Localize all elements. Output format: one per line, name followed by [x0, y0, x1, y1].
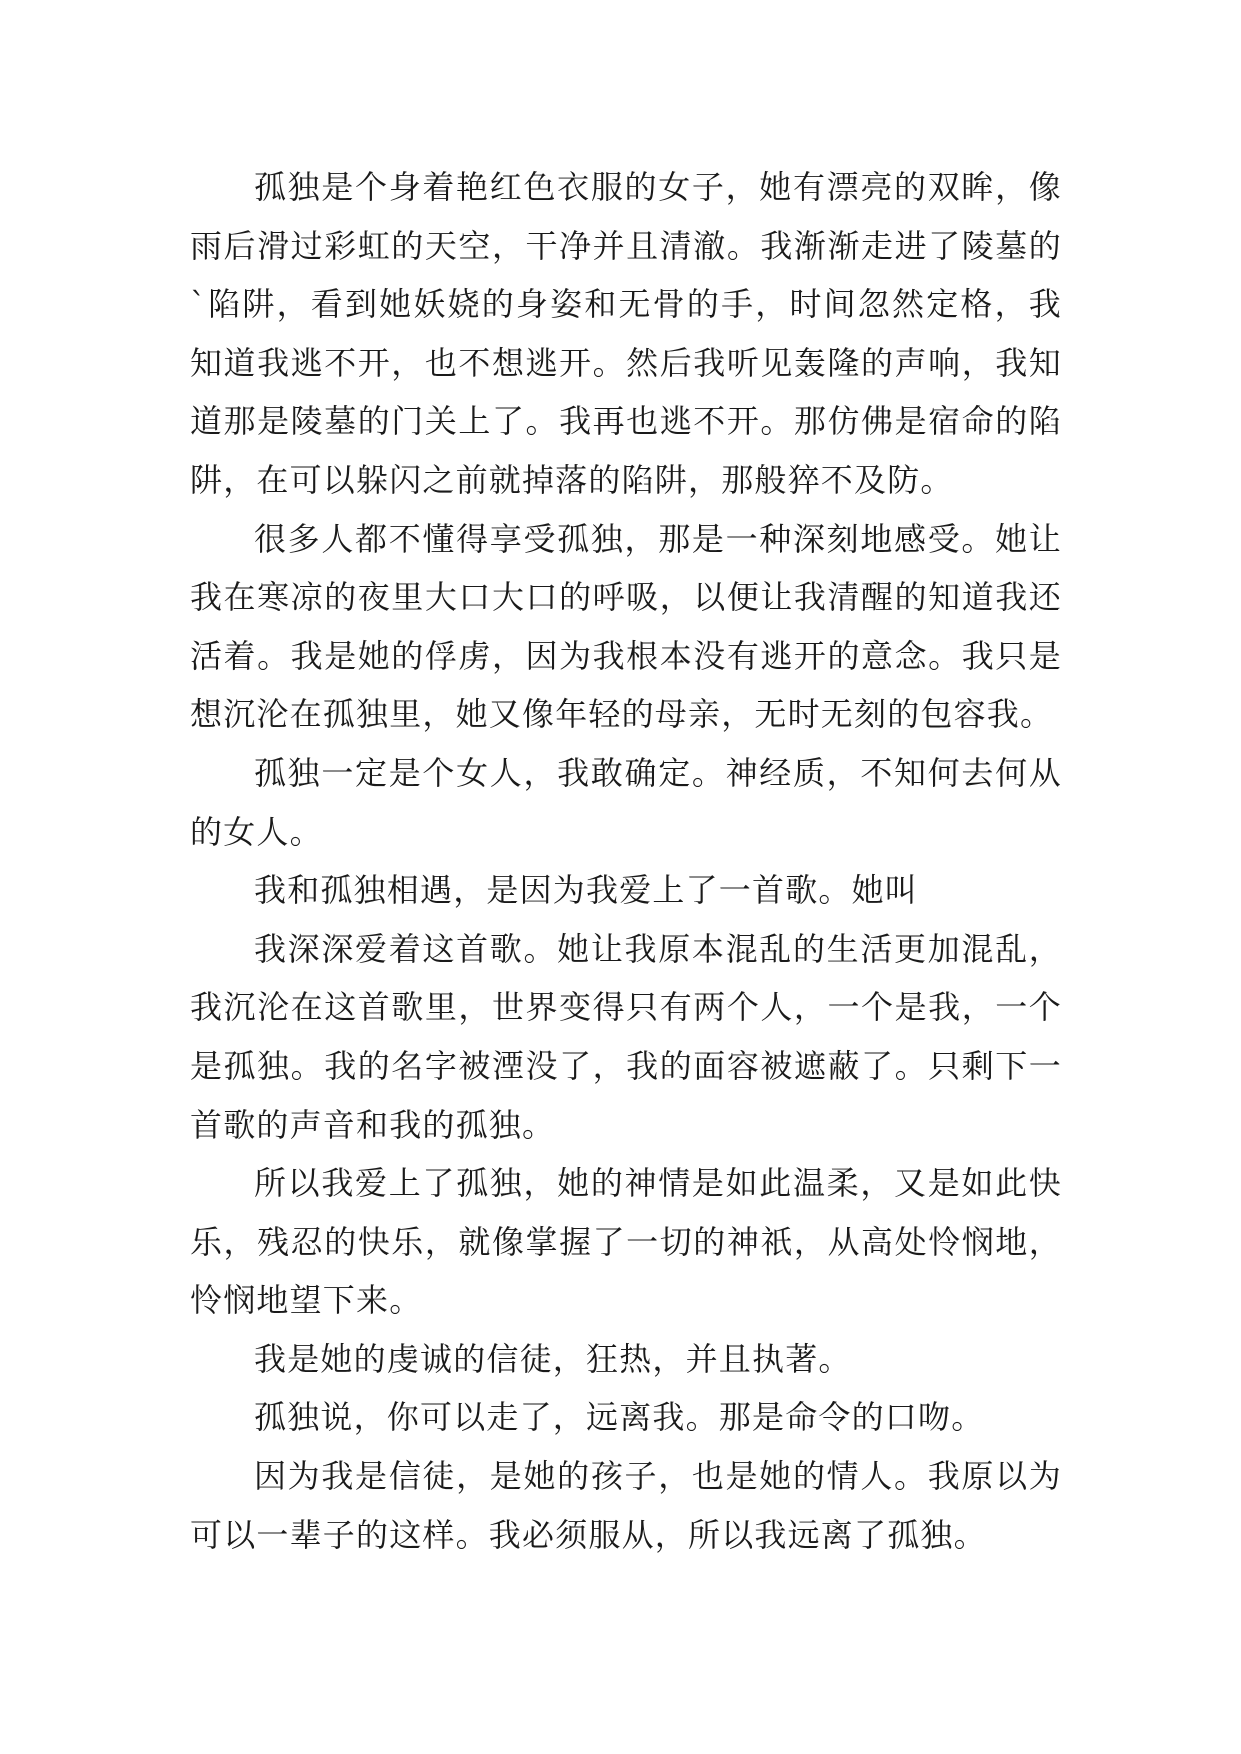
paragraph-2: 很多人都不懂得享受孤独，那是一种深刻地感受。她让我在寒凉的夜里大口大口的呼吸，以便让我清醒的知道我还活着。我是她的俘虏，因为我根本没有逃开的意念。我只是想沉沦在孤独里，她又像年轻的母亲，无时无刻的包容我。	[190, 519, 1062, 734]
paragraph-9: 因为我是信徒，是她的孩子，也是她的情人。我原以为可以一辈子的这样。我必须服从，所以我远离了孤独。	[190, 1457, 1062, 1554]
paragraph-5: 我深深爱着这首歌。她让我原本混乱的生活更加混乱，我沉沦在这首歌里，世界变得只有两个人，一个是我，一个是孤独。我的名字被湮没了，我的面容被遮蔽了。只剩下一首歌的声音和我的孤独。	[190, 929, 1062, 1144]
paragraph-6: 所以我爱上了孤独，她的神情是如此温柔，又是如此快乐，残忍的快乐，就像掌握了一切的神祇，从高处怜悯地，怜悯地望下来。	[190, 1164, 1062, 1320]
paragraph-1: 孤独是个身着艳红色衣服的女子，她有漂亮的双眸，像雨后滑过彩虹的天空，干净并且清澈。我渐渐走进了陵墓的`陷阱，看到她妖娆的身姿和无骨的手，时间忽然定格，我知道我逃不开，也不想逃开。然后我听见轰隆的声响，我知道那是陵墓的门关上了。我再也逃不开。那仿佛是宿命的陷阱，在可以躲闪之前就掉落的陷阱，那般猝不及防。	[190, 168, 1062, 499]
paragraph-4: 我和孤独相遇，是因为我爱上了一首歌。她叫	[254, 871, 919, 910]
paragraph-3: 孤独一定是个女人，我敢确定。神经质，不知何去何从的女人。	[190, 753, 1062, 851]
paragraph-7: 我是她的虔诚的信徒，狂热，并且执著。	[254, 1339, 852, 1378]
document-body	[190, 158, 1062, 1564]
paragraph-8: 孤独说，你可以走了，远离我。那是命令的口吻。	[254, 1398, 985, 1437]
